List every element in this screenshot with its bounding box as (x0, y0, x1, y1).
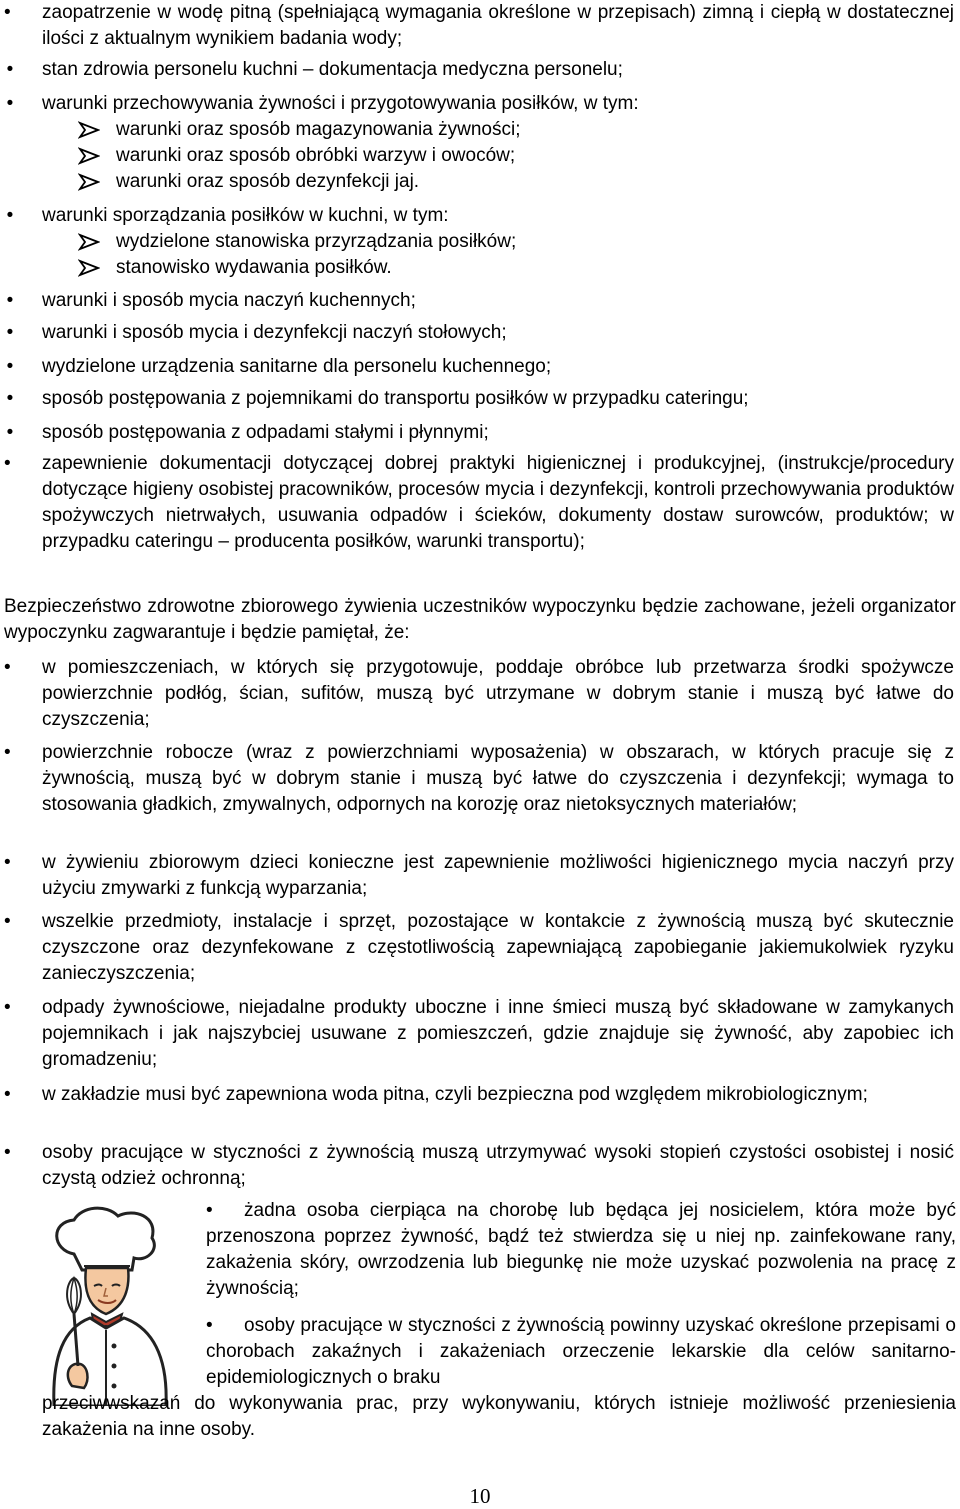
list-item: • wszelkie przedmioty, instalacje i sprzęt, pozostające w kontakcie z żywnością muszą być skutecznie czyszczone oraz dezynfekowane z częstotliwością zapewniającą zapobieganie jakiemukolwiek ryzyku zanieczyszczenia; (4, 911, 954, 984)
list-item: • wydzielone urządzenia sanitarne dla personelu kuchennego; (42, 354, 954, 380)
bullet-icon: • (4, 2, 11, 23)
arrow-bullet-icon (78, 232, 100, 252)
bullet-icon: • (4, 911, 11, 932)
list-item: • stan zdrowia personelu kuchni – dokumentacja medyczna personelu; (42, 57, 954, 83)
page-number: 10 (469, 1484, 491, 1508)
sub-list-item: stanowisko wydawania posiłków. (116, 255, 956, 281)
list-item: • osoby pracujące w styczności z żywnością powinny uzyskać określone przepisami o chorobach zakaźnych i zakażeniach orzeczenie lekarskie dla celów sanitarno-epidemiologicznych o braku (206, 1315, 956, 1388)
arrow-bullet-icon (78, 172, 100, 192)
list-item: • w żywieniu zbiorowym dzieci konieczne jest zapewnienie możliwości higienicznego mycia naczyń przy użyciu zmywarki z funkcją wyparzania; (4, 852, 954, 899)
arrow-bullet-icon (78, 120, 100, 140)
bullet-icon: • (6, 356, 14, 377)
list-item: • sposób postępowania z pojemnikami do transportu posiłków w przypadku cateringu; (42, 386, 954, 412)
bullet-icon: • (6, 93, 14, 114)
bullet-icon: • (4, 1142, 11, 1163)
arrow-bullet-icon (78, 258, 100, 278)
list-item: • zapewnienie dokumentacji dotyczącej dobrej praktyki higienicznej i produkcyjnej, (instrukcje/procedury dotyczące higieny osobistej pracowników, procesów mycia i dezynfekcji, kontroli przechowywania produktów spożywczych nietrwałych, usuwania odpadów i ścieków, dokumenty dostaw surowców, produktów; w przypadku cateringu – producenta posiłków, warunki transportu); (4, 453, 954, 552)
bullet-icon: • (6, 205, 14, 226)
list-item: • w zakładzie musi być zapewniona woda pitna, czyli bezpieczna pod względem mikrobiologicznym; (42, 1082, 954, 1108)
sub-list-item: warunki oraz sposób dezynfekcji jaj. (116, 169, 956, 195)
bullet-icon: • (4, 453, 11, 474)
bullet-icon: • (206, 1315, 213, 1336)
bullet-icon: • (4, 1084, 11, 1105)
list-item: • warunki i sposób mycia naczyń kuchennych; (42, 288, 954, 314)
continuation-paragraph: przeciwwskazań do wykonywania prac, przy wykonywaniu, których istnieje możliwość przeniesienia zakażenia na inne osoby. (42, 1393, 956, 1440)
bullet-icon: • (206, 1200, 213, 1221)
sub-list-item: warunki oraz sposób magazynowania żywności; (116, 117, 956, 143)
intro-paragraph: Bezpieczeństwo zdrowotne zbiorowego żywienia uczestników wypoczynku będzie zachowane, jeżeli organizator wypoczynku zagwarantuje i będzie pamiętał, że: (4, 596, 956, 643)
bullet-icon: • (4, 742, 11, 763)
list-item: • warunki przechowywania żywności i przygotowywania posiłków, w tym: (42, 91, 954, 117)
list-item: • warunki sporządzania posiłków w kuchni, w tym: (42, 203, 954, 229)
list-item: • w pomieszczeniach, w których się przygotowuje, poddaje obróbce lub przetwarza środki spożywcze powierzchnie podłóg, ścian, sufitów, muszą być utrzymane w dobrym stanie i muszą być łatwe do czyszczenia; (4, 657, 954, 730)
bullet-icon: • (4, 997, 11, 1018)
list-item: • odpady żywnościowe, niejadalne produkty uboczne i inne śmieci muszą być składowane w zamykanych pojemnikach i jak najszybciej usuwane z pomieszczeń, gdzie znajduje się żywność, aby zapobiec ich gromadzeniu; (4, 997, 954, 1070)
list-item: • powierzchnie robocze (wraz z powierzchniami wyposażenia) w obszarach, w których pracuje się z żywnością, muszą być w dobrym stanie i muszą być łatwe do czyszczenia i dezynfekcji; wymaga to stosowania gładkich, zmywalnych, odpornych na korozję oraz nietoksycznych materiałów; (4, 742, 954, 815)
sub-list-item: warunki oraz sposób obróbki warzyw i owoców; (116, 143, 956, 169)
bullet-icon: • (4, 657, 11, 678)
arrow-bullet-icon (78, 146, 100, 166)
sub-list-item: wydzielone stanowiska przyrządzania posiłków; (116, 229, 956, 255)
bullet-icon: • (6, 322, 14, 343)
bullet-icon: • (4, 852, 11, 873)
bullet-icon: • (6, 388, 14, 409)
bullet-icon: • (6, 59, 14, 80)
list-item: • zaopatrzenie w wodę pitną (spełniającą wymagania określone w przepisach) zimną i ciepłą w dostatecznej ilości z aktualnym wynikiem badania wody; (4, 2, 954, 49)
list-item: • osoby pracujące w styczności z żywnością muszą utrzymywać wysoki stopień czystości osobistej i nosić czystą odzież ochronną; (4, 1142, 954, 1189)
list-item: • sposób postępowania z odpadami stałymi i płynnymi; (42, 420, 954, 446)
list-item: • żadna osoba cierpiąca na chorobę lub będąca jej nosicielem, która może być przenoszona poprzez żywność, bądź też stwierdza się u niej np. zainfekowane rany, zakażenia skóry, owrzodzenia lub biegunkę nie może uzyskać pozwolenia na pracę z żywnością; (206, 1200, 956, 1299)
chef-clipart-icon (34, 1206, 186, 1406)
bullet-icon: • (6, 290, 14, 311)
bullet-icon: • (6, 422, 14, 443)
list-item: • warunki i sposób mycia i dezynfekcji naczyń stołowych; (42, 320, 954, 346)
